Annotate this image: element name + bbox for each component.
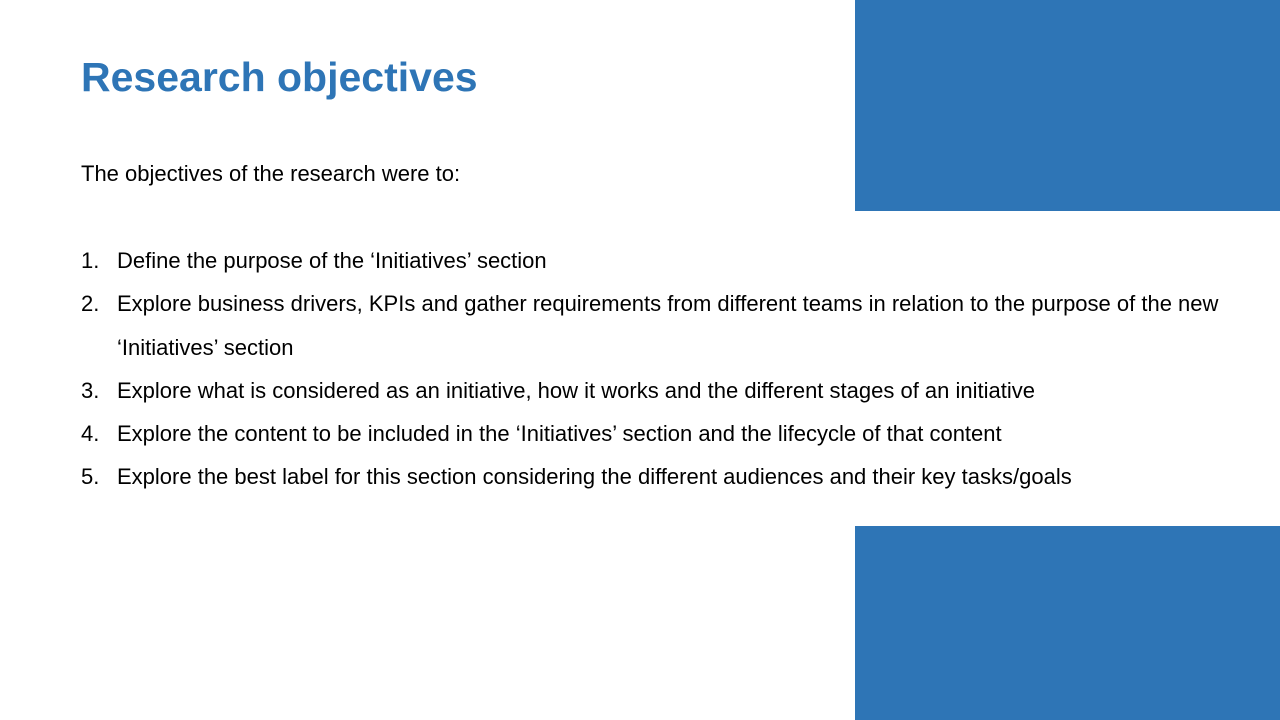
objective-number: 1.	[81, 248, 100, 273]
objective-text: Explore the content to be included in the ‘Initiatives’ section and the lifecycle of that content	[117, 421, 1002, 447]
objective-number: 5.	[81, 464, 100, 490]
objective-item	[81, 239, 1221, 282]
intro-text: The objectives of the research were to:	[81, 161, 461, 186]
objective-number: 4.	[81, 421, 100, 447]
accent-block-top	[855, 0, 1280, 211]
objective-item	[81, 282, 1221, 369]
objective-text: Define the purpose of the ‘Initiatives’ section	[117, 248, 547, 273]
accent-block-bottom	[855, 526, 1280, 720]
objective-item	[81, 455, 1221, 498]
objective-text: Explore what is considered as an initiative, how it works and the different stages of an initiative	[117, 377, 1035, 403]
objective-number: 2.	[81, 291, 100, 317]
objectives-list	[81, 239, 1221, 499]
objective-text: Explore business drivers, KPIs and gather requirements from different teams in relation to the purpose of the new ‘Initiatives’ section	[117, 291, 1219, 360]
objective-item	[81, 369, 1221, 412]
objective-number: 3.	[81, 377, 100, 403]
objective-text: Explore the best label for this section considering the different audiences and their key tasks/goals	[117, 464, 1072, 490]
objective-item	[81, 412, 1221, 455]
slide-title: Research objectives	[81, 54, 478, 100]
